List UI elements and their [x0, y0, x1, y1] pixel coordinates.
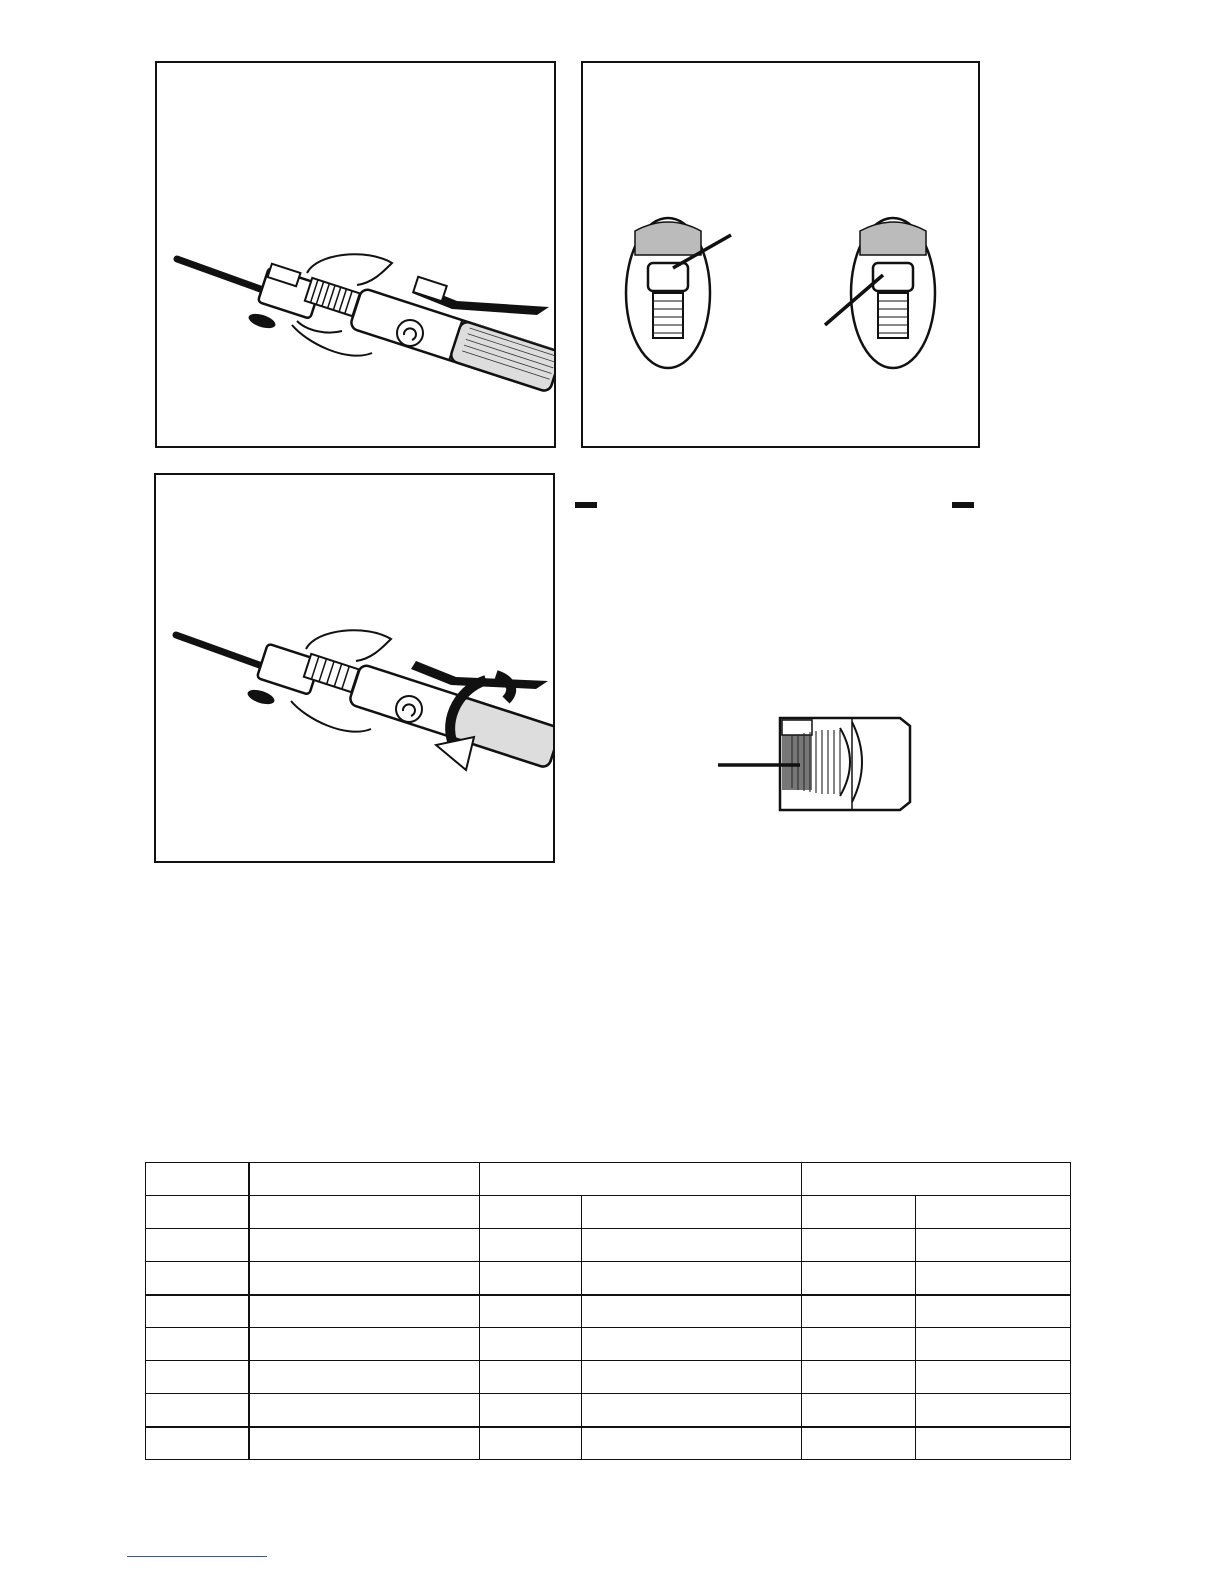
table-cell — [480, 1163, 802, 1196]
table-cell — [802, 1328, 916, 1361]
table-row — [146, 1361, 1071, 1394]
table-cell — [582, 1196, 802, 1229]
table-cell — [802, 1427, 916, 1460]
table-cell — [480, 1196, 582, 1229]
flare-nut-cross-section-illustration — [560, 490, 1000, 830]
table-cell — [146, 1328, 249, 1361]
table-cell — [249, 1394, 480, 1427]
footer-rule — [127, 1556, 267, 1557]
table-cell — [916, 1328, 1071, 1361]
table-cell — [802, 1394, 916, 1427]
figure-3-panel — [154, 473, 555, 863]
figure-1-panel — [155, 61, 556, 448]
table-cell — [249, 1262, 480, 1295]
table-cell — [582, 1328, 802, 1361]
table-cell — [249, 1427, 480, 1460]
handle-rotation-illustration — [156, 475, 553, 861]
table-cell — [802, 1229, 916, 1262]
tool-grip-illustration — [157, 63, 554, 446]
table-cell — [916, 1295, 1071, 1328]
table-cell — [146, 1295, 249, 1328]
detail-right — [825, 218, 935, 368]
table-cell — [802, 1361, 916, 1394]
marker-right — [952, 502, 974, 508]
table-row — [146, 1196, 1071, 1229]
table-cell — [249, 1229, 480, 1262]
table-row — [146, 1427, 1071, 1460]
table-cell — [249, 1163, 480, 1196]
table-cell — [802, 1196, 916, 1229]
table-row — [146, 1229, 1071, 1262]
figure-2-panel — [581, 61, 980, 448]
table-cell — [480, 1295, 582, 1328]
table-cell — [916, 1196, 1071, 1229]
table-row — [146, 1295, 1071, 1328]
table-cell — [146, 1163, 249, 1196]
table-row — [146, 1328, 1071, 1361]
table-cell — [480, 1361, 582, 1394]
table-cell — [249, 1295, 480, 1328]
table-cell — [146, 1361, 249, 1394]
marker-left — [575, 502, 597, 508]
table-cell — [582, 1427, 802, 1460]
table-cell — [146, 1262, 249, 1295]
table-cell — [582, 1295, 802, 1328]
table-cell — [249, 1361, 480, 1394]
spec-table — [145, 1162, 1071, 1460]
table-cell — [249, 1196, 480, 1229]
table-cell — [582, 1262, 802, 1295]
table-cell — [146, 1394, 249, 1427]
table-cell — [916, 1361, 1071, 1394]
table-cell — [916, 1262, 1071, 1295]
table-cell — [480, 1328, 582, 1361]
table-cell — [480, 1427, 582, 1460]
table-row — [146, 1262, 1071, 1295]
flare-cone-detail-illustration — [583, 63, 978, 446]
table-cell — [916, 1427, 1071, 1460]
table-cell — [802, 1295, 916, 1328]
table-cell — [582, 1361, 802, 1394]
table-cell — [916, 1394, 1071, 1427]
table-cell — [480, 1262, 582, 1295]
table-cell — [480, 1229, 582, 1262]
table-cell — [146, 1427, 249, 1460]
table-cell — [146, 1196, 249, 1229]
table-row — [146, 1394, 1071, 1427]
table-cell — [582, 1229, 802, 1262]
table-cell — [802, 1163, 1071, 1196]
table-cell — [480, 1394, 582, 1427]
table-cell — [802, 1262, 916, 1295]
figure-4-area — [560, 490, 1000, 830]
detail-left — [626, 218, 731, 368]
table-cell — [146, 1229, 249, 1262]
table-cell — [916, 1229, 1071, 1262]
table-cell — [582, 1394, 802, 1427]
table-header-row — [146, 1163, 1071, 1196]
table-cell — [249, 1328, 480, 1361]
